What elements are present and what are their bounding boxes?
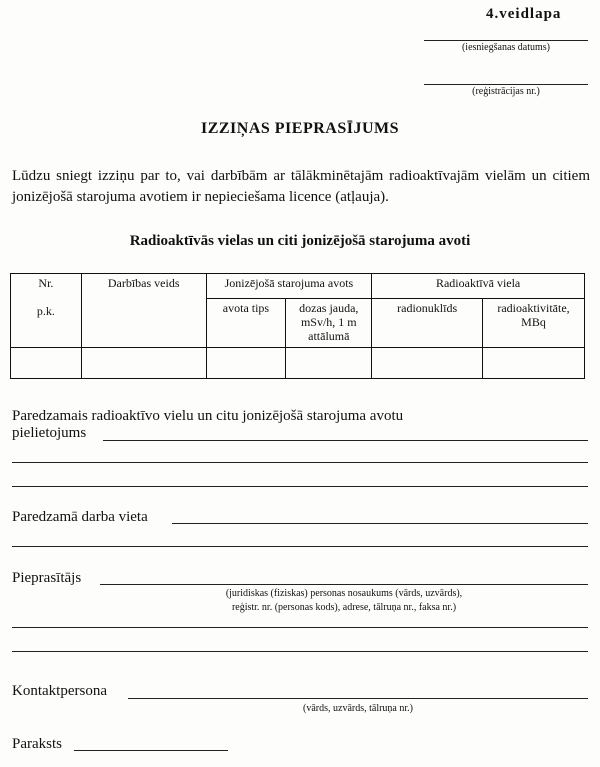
intended-use-label-line2: pielietojums [12,425,87,441]
intended-use-line-3[interactable] [12,486,588,487]
col-radionuclide-header: radionuklīds [372,299,483,348]
registration-number-line[interactable] [424,84,588,85]
signature-label: Paraksts [12,736,62,752]
cell-activity-type[interactable] [81,348,206,379]
intended-use-line-2[interactable] [12,462,588,463]
intended-use-line-1[interactable] [103,440,588,441]
col-nr-header [11,274,82,348]
group-ionizing-source-header: Jonizējošā starojuma avots [206,274,372,299]
contact-person-label: Kontaktpersona [12,683,107,699]
table-title: Radioaktīvās vielas un citi jonizējošā starojuma avoti [129,233,471,249]
cell-nr[interactable] [11,348,82,379]
submission-date-line[interactable] [424,40,588,41]
work-place-line-2[interactable] [12,546,588,547]
applicant-line-2[interactable] [12,627,588,628]
col-dose-rate-header: dozas jauda, mSv/h, 1 m attālumā [286,299,372,348]
work-place-line-1[interactable] [172,523,588,524]
cell-dose-rate[interactable] [286,348,372,379]
signature-line[interactable] [74,750,228,751]
registration-number-caption: (reģistrācijas nr.) [472,86,540,97]
form-number: 4.veidlapa [486,6,562,22]
cell-radionuclide[interactable] [372,348,483,379]
contact-person-line[interactable] [128,698,588,699]
col-activity-header: radioaktivitāte, MBq [483,299,585,348]
applicant-caption-line1: (juridiskas (fiziskas) personas nosaukums (vārds, uzvārds), [225,588,463,599]
intro-paragraph: Lūdzu sniegt izziņu par to, vai darbībām ar tālākminētajām radioaktīvajām vielām un citiem jonizējošā starojuma avotiem ir nepieciešama licence (atļauja). [12,168,590,205]
applicant-caption-line2: reģistr. nr. (personas kods), adrese, tālruņa nr., faksa nr.) [231,602,457,613]
contact-person-caption: (vārds, uzvārds, tālruņa nr.) [303,703,413,714]
applicant-line-1[interactable] [100,584,588,585]
submission-date-caption: (iesniegšanas datums) [461,42,551,53]
applicant-label: Pieprasītājs [12,570,82,586]
group-radioactive-substance-header: Radioaktīvā viela [372,274,585,299]
table-row [11,348,585,379]
cell-source-type[interactable] [206,348,286,379]
col-nr-line1: Nr. [38,276,54,290]
col-activity-type-header: Darbības veids [81,274,206,348]
intended-use-label-line1: Paredzamais radioaktīvo vielu un citu jonizējošā starojuma avotu [12,408,404,424]
col-source-type-header: avota tips [206,299,286,348]
work-place-label: Paredzamā darba vieta [12,509,148,525]
cell-activity[interactable] [483,348,585,379]
sources-table [10,273,585,379]
document-title: IZZIŅAS PIEPRASĪJUMS [200,120,400,137]
applicant-line-3[interactable] [12,651,588,652]
col-nr-line2: p.k. [36,304,55,318]
